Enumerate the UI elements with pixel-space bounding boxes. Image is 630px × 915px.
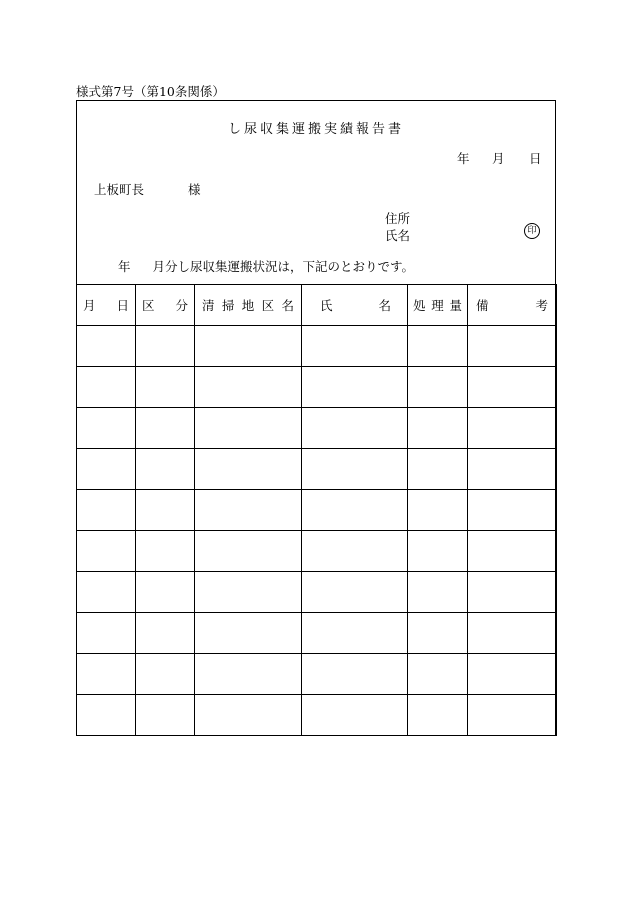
cell-amount[interactable] [408, 531, 468, 572]
cell-category[interactable] [136, 490, 195, 531]
cell-remarks[interactable] [468, 531, 557, 572]
cell-category[interactable] [136, 326, 195, 367]
cell-name[interactable] [302, 449, 408, 490]
table-row [77, 572, 557, 613]
cell-remarks[interactable] [468, 654, 557, 695]
name-label: 氏名 [385, 228, 411, 243]
cell-category[interactable] [136, 572, 195, 613]
cell-cleaning-district[interactable] [195, 572, 302, 613]
table-row [77, 531, 557, 572]
cell-name[interactable] [302, 531, 408, 572]
table-row [77, 654, 557, 695]
cell-remarks[interactable] [468, 490, 557, 531]
cell-remarks[interactable] [468, 449, 557, 490]
table-row [77, 408, 557, 449]
form-number-label: 様式第7号（第10条関係） [76, 84, 225, 99]
table-row [77, 490, 557, 531]
cell-month-day[interactable] [77, 367, 136, 408]
cell-month-day[interactable] [77, 449, 136, 490]
honorific: 様 [188, 182, 201, 197]
table-row [77, 326, 557, 367]
cell-amount[interactable] [408, 654, 468, 695]
cell-name[interactable] [302, 572, 408, 613]
cell-cleaning-district[interactable] [195, 654, 302, 695]
cell-amount[interactable] [408, 490, 468, 531]
document-title: し尿収集運搬実績報告書 [227, 122, 404, 137]
cell-amount[interactable] [408, 326, 468, 367]
cell-remarks[interactable] [468, 613, 557, 654]
header-name: 氏 名 [302, 285, 408, 326]
cell-amount[interactable] [408, 695, 468, 736]
cell-cleaning-district[interactable] [195, 326, 302, 367]
cell-cleaning-district[interactable] [195, 408, 302, 449]
date-month-label: 月 [492, 151, 505, 166]
cell-remarks[interactable] [468, 572, 557, 613]
cell-category[interactable] [136, 613, 195, 654]
cell-amount[interactable] [408, 408, 468, 449]
header-month-day: 月 日 [77, 285, 136, 326]
table-row [77, 367, 557, 408]
statement-year: 年 [118, 259, 131, 274]
table-row [77, 613, 557, 654]
cell-name[interactable] [302, 654, 408, 695]
statement-text: 月分し尿収集運搬状況は，下記のとおりです。 [152, 259, 415, 274]
cell-month-day[interactable] [77, 408, 136, 449]
cell-category[interactable] [136, 367, 195, 408]
cell-remarks[interactable] [468, 408, 557, 449]
record-table [76, 284, 557, 736]
table-header-row [77, 285, 557, 326]
cell-amount[interactable] [408, 613, 468, 654]
header-remarks: 備 考 [468, 285, 557, 326]
header-category: 区 分 [136, 285, 195, 326]
address-label: 住所 [385, 211, 411, 226]
cell-month-day[interactable] [77, 695, 136, 736]
report-form [76, 100, 556, 736]
cell-remarks[interactable] [468, 326, 557, 367]
cell-cleaning-district[interactable] [195, 613, 302, 654]
cell-name[interactable] [302, 367, 408, 408]
cell-month-day[interactable] [77, 613, 136, 654]
addressee: 上板町長 [94, 182, 145, 197]
cell-remarks[interactable] [468, 367, 557, 408]
cell-month-day[interactable] [77, 326, 136, 367]
cell-name[interactable] [302, 326, 408, 367]
cell-month-day[interactable] [77, 572, 136, 613]
cell-category[interactable] [136, 408, 195, 449]
cell-amount[interactable] [408, 367, 468, 408]
cell-name[interactable] [302, 490, 408, 531]
cell-cleaning-district[interactable] [195, 490, 302, 531]
table-row [77, 695, 557, 736]
cell-name[interactable] [302, 408, 408, 449]
cell-remarks[interactable] [468, 695, 557, 736]
cell-month-day[interactable] [77, 490, 136, 531]
cell-category[interactable] [136, 654, 195, 695]
cell-month-day[interactable] [77, 531, 136, 572]
table-row [77, 449, 557, 490]
cell-category[interactable] [136, 531, 195, 572]
cell-name[interactable] [302, 695, 408, 736]
seal-icon: 印 [524, 223, 540, 239]
date-day-label: 日 [529, 151, 542, 166]
cell-cleaning-district[interactable] [195, 449, 302, 490]
statement [118, 257, 414, 275]
cell-category[interactable] [136, 695, 195, 736]
cell-amount[interactable] [408, 449, 468, 490]
date-year-label: 年 [457, 151, 470, 166]
cell-name[interactable] [302, 613, 408, 654]
cell-cleaning-district[interactable] [195, 367, 302, 408]
header-cleaning-district: 清 掃 地 区 名 [195, 285, 302, 326]
cell-cleaning-district[interactable] [195, 695, 302, 736]
cell-cleaning-district[interactable] [195, 531, 302, 572]
cell-month-day[interactable] [77, 654, 136, 695]
cell-category[interactable] [136, 449, 195, 490]
cell-amount[interactable] [408, 572, 468, 613]
header-amount: 処 理 量 [408, 285, 468, 326]
